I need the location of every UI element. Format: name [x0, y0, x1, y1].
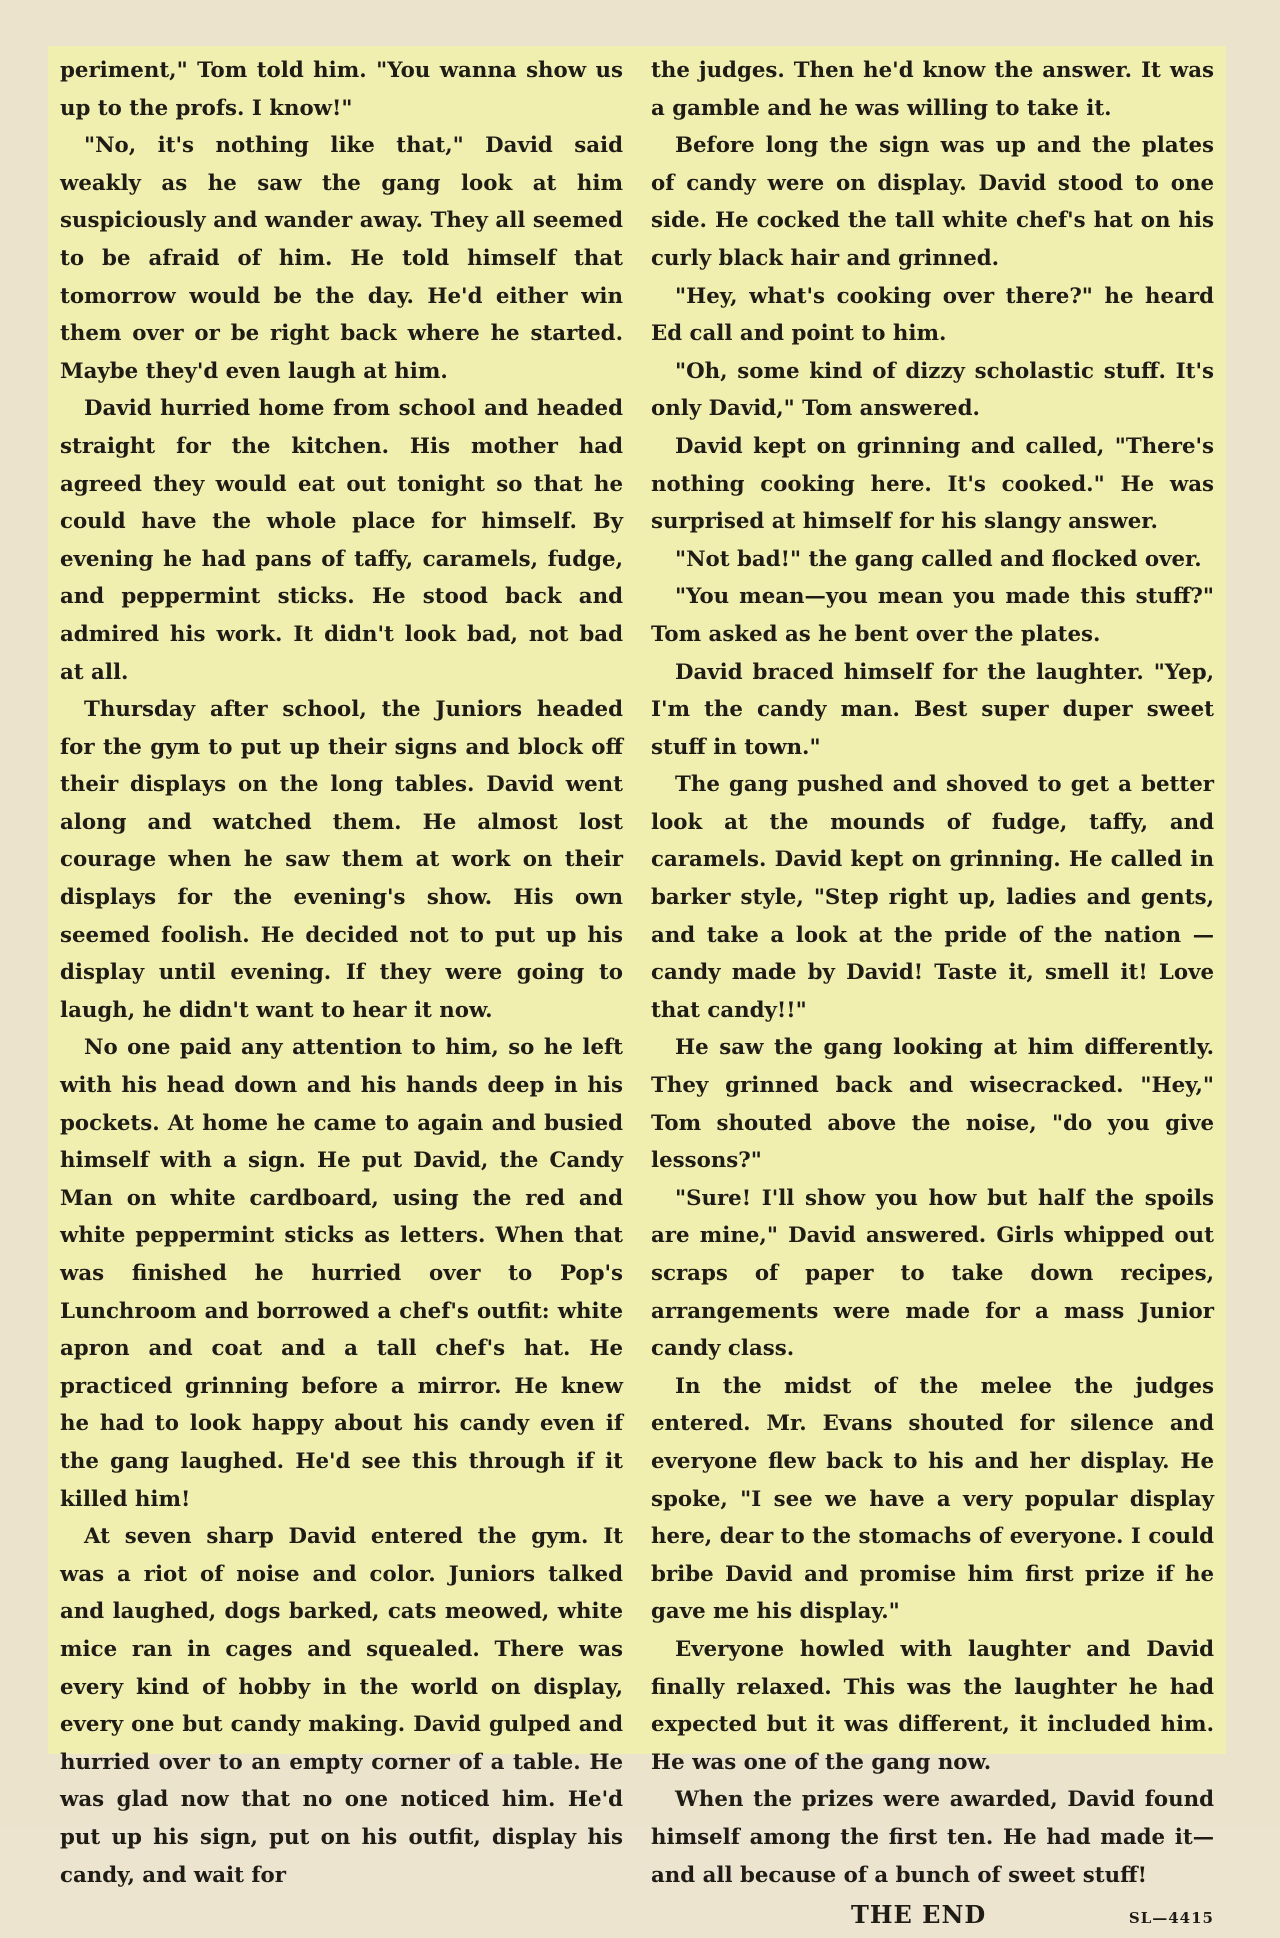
paragraph: David hurried home from school and headed straight for the kitchen. His mother had agreed they would eat out tonight so that he could have the whole place for himself. By evening he had pans of taffy, caramels, fudge, and peppermint sticks. He stood back and admired his work. It didn't look bad, not bad at all. — [60, 396, 623, 685]
paragraph: He saw the gang looking at him differently. They grinned back and wisecracked. "Hey," Tom shouted above the noise, "do you give lessons?" — [651, 1035, 1214, 1174]
paragraph: "Hey, what's cooking over there?" he heard Ed call and point to him. — [651, 283, 1214, 347]
paragraph: No one paid any attention to him, so he left with his head down and his hands deep in his pockets. At home he came to again and busied himself with a sign. He put David, the Candy Man on white cardboard, using the red and white peppermint sticks as letters. When that was finished he hurried over to Pop's Lunchroom and borrowed a chef's outfit: white apron and coat and a tall chef's hat. He practiced grinning before a mirror. He knew he had to look happy about his candy even if the gang laughed. He'd see this through if it killed him! — [60, 1035, 623, 1512]
left-column — [60, 52, 623, 1888]
story-text-block — [48, 46, 1226, 1930]
paragraph: "No, it's nothing like that," David said weakly as he saw the gang look at him suspiciously and wander away. They all seemed to be afraid of him. He told himself that tomorrow would be the day. He'd either win them over or be right back where he started. Maybe they'd even laugh at him. — [60, 133, 623, 384]
paragraph: The gang pushed and shoved to get a better look at the mounds of fudge, taffy, and caramels. David kept on grinning. He called in barker style, "Step right up, ladies and gents, and take a look at the pride of the nation — candy made by David! Taste it, smell it! Love that candy!!" — [651, 772, 1214, 1023]
printer-code: SL—4415 — [1128, 1909, 1214, 1928]
paragraph: Everyone howled with laughter and David finally relaxed. This was the laughter he had expected but it was different, it included him. He was one of the gang now. — [651, 1636, 1214, 1775]
paragraph: the judges. Then he'd know the answer. It was a gamble and he was willing to take it. — [651, 58, 1214, 121]
end-row — [651, 1896, 1214, 1938]
paragraph: David braced himself for the laughter. "Yep, I'm the candy man. Best super duper sweet stuff in town." — [651, 659, 1214, 760]
paragraph: "Sure! I'll show you how but half the spoils are mine," David answered. Girls whipped out scraps of paper to take down recipes, arrangements were made for a mass Junior candy class. — [651, 1185, 1214, 1362]
paragraph: In the midst of the melee the judges entered. Mr. Evans shouted for silence and everyone flew back to his and her display. He spoke, "I see we have a very popular display here, dear to the stomachs of everyone. I could bribe David and promise him first prize if he gave me his display." — [651, 1373, 1214, 1625]
paragraph: When the prizes were awarded, David found himself among the first ten. He had made it—and all because of a bunch of sweet stuff! — [651, 1787, 1214, 1888]
the-end-label: THE END — [851, 1900, 987, 1930]
right-column — [651, 52, 1214, 1930]
paragraph: periment," Tom told him. "You wanna show us up to the profs. I know!" — [60, 58, 623, 121]
paragraph: Thursday after school, the Juniors headed for the gym to put up their signs and block off their displays on the long tables. David went along and watched them. He almost lost courage when he saw them at work on their displays for the evening's show. His own seemed foolish. He decided not to put up his display until evening. If they were going to laugh, he didn't want to hear it now. — [60, 697, 623, 1023]
paragraph: David kept on grinning and called, "There's nothing cooking here. It's cooked." He was surprised at himself for his slangy answer. — [651, 433, 1214, 535]
paragraph: Before long the sign was up and the plates of candy were on display. David stood to one side. He cocked the tall white chef's hat on his curly black hair and grinned. — [651, 133, 1214, 271]
paragraph: "Oh, some kind of dizzy scholastic stuff. It's only David," Tom answered. — [651, 358, 1214, 422]
paragraph: "You mean—you mean you made this stuff?" Tom asked as he bent over the plates. — [651, 584, 1214, 647]
paragraph: "Not bad!" the gang called and flocked over. — [675, 546, 1202, 572]
paragraph: At seven sharp David entered the gym. It was a riot of noise and color. Juniors talked and laughed, dogs barked, cats meowed, white mice ran in cages and squealed. There was every kind of hobby in the world on display, every one but candy making. David gulped and hurried over to an empty corner of a table. He was glad now that no one noticed him. He'd put up his sign, put on his outfit, display his candy, and wait for — [60, 1524, 623, 1888]
